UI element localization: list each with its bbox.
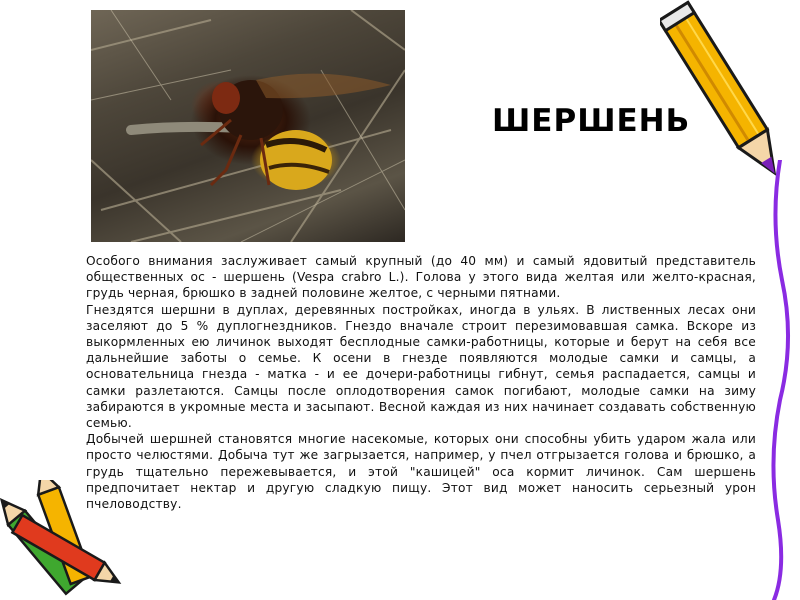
slide-title: ШЕРШЕНЬ xyxy=(492,103,691,139)
paragraph-prey: Добычей шершней становятся многие насекомые, которых они способны убить ударом жала или просто челюстями. Добыча тут же загрызается, например, у пчел отгрызается голова и брюшко, а грудь тщательно пережевывается, и этой "кашицей" оса кормит личинок. Сам шершень предпочитает нектар и другую сладкую пищу. Этот вид может наносить серьезный урон пчеловодству. xyxy=(86,432,756,512)
paragraph-intro: Особого внимания заслуживает самый крупный (до 40 мм) и самый ядовитый представитель общественных ос - шершень (Vespa crabro L.). Голова у этого вида желтая или желто-красная, грудь черная, брюшко в задней половине желтое, с черными пятнами. xyxy=(86,254,756,301)
body-text xyxy=(86,253,756,512)
hornet-photo xyxy=(91,10,405,242)
hornet-photo-art xyxy=(91,10,405,242)
paragraph-nesting: Гнездятся шершни в дуплах, деревянных постройках, иногда в ульях. В лиственных лесах они заселяют до 5 % дуплогнездников. Гнездо вначале строит перезимовавшая самка. Вскоре из выкормленных ею личинок выходят бесплодные самки-работницы, которые и берут на себя все дальнейшие заботы о семье. К осени в гнезде появляются молодые самки и самцы, а основательница гнезда - матка - и ее дочери-работницы гибнут, семья распадается, самцы и самки разлетаются. Самцы после оплодотворения самок погибают, молодые самки на зиму забираются в укромные места и засыпают. Весной каждая из них начинает создавать собственную семью. xyxy=(86,302,756,431)
